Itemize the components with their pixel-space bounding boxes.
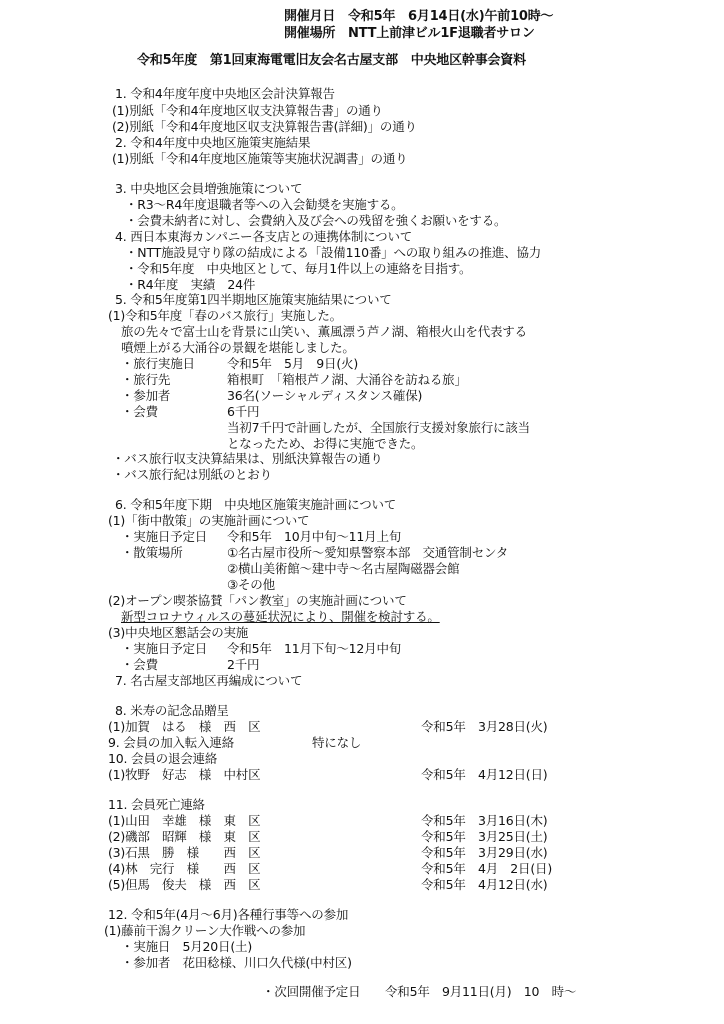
section-3-heading: 3. 中央地区会員増強施策について [115,181,303,196]
section-12-sub: (1)藤前干潟クリーン大作戦への参加 [104,923,306,938]
section-5-desc: 噴煙上がる大涌谷の景観を堪能しました。 [121,340,355,355]
section-4-heading: 4. 西日本東海カンパニー各支店との連携体制について [115,229,413,244]
meeting-date: 開催月日 令和5年 6月14日(水)午前10時～ [284,9,554,24]
deceased-member: (1)山田 幸雄 様 東 区 [108,813,261,828]
section-4-item: ・R4年度 実績 24件 [125,277,256,292]
walk-date-value: 令和5年 10月中旬～11月上旬 [227,529,402,544]
trip-row-value: 36名(ソーシャルディスタンス確保) [227,388,423,403]
section-5-heading: 5. 令和5年度第1四半期地区施策実施結果について [115,292,392,307]
section-6-heading: 6. 令和5年度下期 中央地区施策実施計画について [115,497,397,512]
section-6-sub: (3)中央地区懇話会の実施 [108,625,249,640]
section-2-item: (1)別紙「令和4年度地区施策等実施状況調書」の通り [112,151,408,166]
section-8-heading: 8. 米寿の記念品贈呈 [115,703,229,718]
section-8-item: (1)加賀 はる 様 西 区 [108,719,261,734]
deceased-member: (4)林 完行 様 西 区 [108,861,261,876]
section-5-sub: (1)令和5年度「春のバス旅行」実施した。 [108,308,342,323]
section-12-date: ・実施日 5月20日(土) [121,939,253,954]
meeting-fee-value: 2千円 [227,657,260,672]
section-6-sub: (1)「街中散策」の実施計画について [108,513,310,528]
section-8-date: 令和5年 3月28日(火) [421,719,548,734]
section-3-item: ・会費未納者に対し、会費納入及び会への残留を強くお願いをする。 [125,213,507,228]
trip-fee-note: となったため、お得に実施できた。 [227,436,424,451]
deceased-date: 令和5年 4月12日(水) [421,877,548,892]
section-5-bullet: ・バス旅行収支決算結果は、別紙決算報告の通り [112,451,383,466]
meeting-date-value: 令和5年 11月下旬～12月中旬 [227,641,402,656]
deceased-member: (3)石黒 勝 様 西 区 [108,845,261,860]
section-10-date: 令和5年 4月12日(日) [421,767,548,782]
trip-row-label: ・会費 [121,404,158,419]
walk-place: ①名古屋市役所～愛知県警察本部 交通管制センタ [227,545,509,560]
section-6-sub: (2)オープン喫茶協賛「パン教室」の実施計画について [108,593,407,608]
walk-place-label: ・散策場所 [121,545,183,560]
section-4-item: ・令和5年度 中央地区として、毎月1件以上の連絡を目指す。 [125,261,472,276]
section-1-heading: 1. 令和4年度年度中央地区会計決算報告 [115,86,335,101]
section-6-note: 新型コロナウィルスの蔓延状況により、開催を検討する。 [121,609,440,624]
walk-place: ②横山美術館～建中寺～名古屋陶磁器会館 [227,561,460,576]
deceased-member: (2)磯部 昭輝 様 東 区 [108,829,261,844]
deceased-date: 令和5年 3月25日(土) [421,829,548,844]
section-1-item: (2)別紙「令和4年度地区収支決算報告書(詳細)」の通り [112,119,417,134]
deceased-date: 令和5年 4月 2日(日) [421,861,553,876]
section-12-heading: 12. 令和5年(4月～6月)各種行事等への参加 [108,907,349,922]
walk-date-label: ・実施日予定日 [121,529,208,544]
section-11-heading: 11. 会員死亡連絡 [108,797,205,812]
trip-row-label: ・旅行先 [121,372,171,387]
deceased-member: (5)但馬 俊夫 様 西 区 [108,877,261,892]
section-4-item: ・NTT施設見守り隊の結成による「設備110番」への取り組みの推進、協力 [125,245,542,260]
trip-fee-note: 当初7千円で計画したが、全国旅行支援対象旅行に該当 [227,420,530,435]
section-7-heading: 7. 名古屋支部地区再編成について [115,673,303,688]
section-12-members: ・参加者 花田稔様、川口久代様(中村区) [121,955,352,970]
section-5-bullet: ・バス旅行紀は別紙のとおり [112,467,272,482]
meeting-date-label: ・実施日予定日 [121,641,208,656]
trip-row-label: ・旅行実施日 [121,356,195,371]
trip-row-label: ・参加者 [121,388,171,403]
meeting-fee-label: ・会費 [121,657,158,672]
section-5-desc: 旅の先々で富士山を背景に山笑い、薫風漂う芦ノ湖、箱根火山を代表する [121,324,527,339]
section-10-item: (1)牧野 好志 様 中村区 [108,767,261,782]
section-1-item: (1)別紙「令和4年度地区収支決算報告書」の通り [112,103,383,118]
document-title: 令和5年度 第1回東海電電旧友会名古屋支部 中央地区幹事会資料 [137,53,526,68]
meeting-place: 開催場所 NTT上前津ビル1F退職者サロン [284,26,535,41]
deceased-date: 令和5年 3月16日(木) [421,813,548,828]
trip-row-value: 箱根町 「箱根芦ノ湖、大涌谷を訪ねる旅」 [227,372,467,387]
section-9-heading: 9. 会員の加入転入連絡 [108,735,235,750]
section-9-note: 特になし [312,735,362,750]
trip-row-value: 令和5年 5月 9日(火) [227,356,359,371]
section-2-heading: 2. 令和4年度中央地区施策実施結果 [115,135,311,150]
deceased-date: 令和5年 3月29日(水) [421,845,548,860]
next-meeting: ・次回開催予定日 令和5年 9月11日(月) 10 時～ [262,984,577,999]
section-10-heading: 10. 会員の退会連絡 [108,751,218,766]
section-3-item: ・R3～R4年度退職者等への入会勧奨を実施する。 [125,197,404,212]
trip-row-value: 6千円 [227,404,260,419]
walk-place: ③その他 [227,577,275,592]
